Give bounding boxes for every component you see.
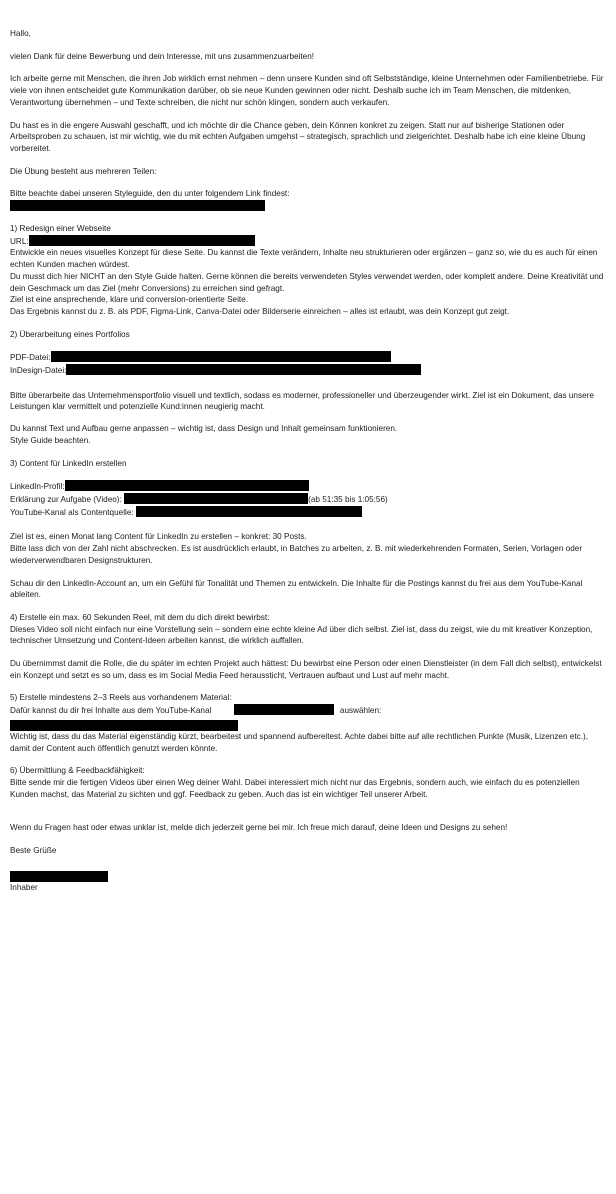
task1-heading: 1) Redesign einer Webseite <box>10 224 111 234</box>
exercise-intro: Die Übung besteht aus mehreren Teilen: <box>10 166 157 176</box>
redacted-styleguide-link <box>10 200 265 211</box>
task3-youtube-label: YouTube-Kanal als Contentquelle: <box>10 507 134 517</box>
task1-goal: Ziel ist eine ansprechende, klare und conversion-orientierte Seite. <box>10 295 249 305</box>
task2-indesign-label: InDesign-Datei: <box>10 366 67 376</box>
task1-style-free: Du musst dich hier NICHT an den Style Guide halten. Gerne können die bereits verwendeten Styles verwendet werden, oder komplett andere. Deine Kreativität und dein Geschmack um das Ziel (mehr Conversions) zu erreichen sind gefragt. <box>10 271 604 293</box>
redacted-pdf-link <box>51 351 391 362</box>
redacted-channel-name <box>234 704 334 715</box>
redacted-channel-link <box>10 720 238 731</box>
task1-url-line <box>10 235 608 248</box>
task5-body: Wichtig ist, dass du das Material eigenständig kürzt, bearbeitest und spannend aufbereitest. Achte dabei bitte auf alle rechtlichen Punkte (Musik, Lizenzen etc.), damit der Content auch öffentlich genutzt werden könnte. <box>10 731 589 753</box>
task5-source-after: auswählen: <box>339 706 382 716</box>
task1-url-label: URL: <box>10 236 29 246</box>
task3-goal: Ziel ist es, einen Monat lang Content für LinkedIn zu erstellen – konkret: 30 Posts. <box>10 532 307 542</box>
email-body <box>10 28 608 893</box>
task3-profile-line <box>10 480 608 493</box>
shortlist-paragraph: Du hast es in die engere Auswahl geschafft, und ich möchte dir die Chance geben, dein Können konkret zu zeigen. Statt nur auf bisherige Stationen oder Arbeitsproben zu schauen, ist mir wichtig, wie du mit echten Aufgaben umgehst – strategisch, sprachlich und zielgerichtet. Deshalb habe ich eine kleine Übung vorbereitet. <box>10 120 586 153</box>
task1-body: Entwickle ein neues visuelles Konzept für diese Seite. Du kannst die Texte verändern, Inhalte neu strukturieren oder ergänzen – ganz so, wie du es auch für einen echten Kunden machen würdest. <box>10 248 598 270</box>
signature-role: Inhaber <box>10 882 38 892</box>
regards: Beste Grüße <box>10 846 57 856</box>
task5-heading: 5) Erstelle mindestens 2–3 Reels aus vorhandenem Material: <box>10 693 232 703</box>
task2-heading: 2) Überarbeitung eines Portfolios <box>10 329 130 339</box>
task3-video-line <box>10 493 608 506</box>
task6-body: Bitte sende mir die fertigen Videos über einen Weg deiner Wahl. Dabei interessiert mich nicht nur das Ergebnis, sondern auch, wie einfach du es potenziellen Kunden machst, das Material zu sichten und ggf. Feedback zu geben. Auch das ist ein wichtiger Teil unserer Arbeit. <box>10 777 580 799</box>
task3-heading: 3) Content für LinkedIn erstellen <box>10 458 127 468</box>
task3-profile-label: LinkedIn-Profil: <box>10 482 65 492</box>
redacted-url <box>29 235 255 246</box>
task5-source-line <box>10 704 608 717</box>
task3-video-range: (ab 51:35 bis 1:05:56) <box>308 494 388 504</box>
task3-video-label: Erklärung zur Aufgabe (Video): <box>10 494 122 504</box>
task3-tonality: Schau dir den LinkedIn-Account an, um ein Gefühl für Tonalität und Themen zu entwickeln. Die Inhalte für die Postings kannst du frei aus dem YouTube-Kanal ableiten. <box>10 578 583 600</box>
redacted-linkedin-link <box>65 480 309 491</box>
task3-youtube-line <box>10 506 608 519</box>
redacted-youtube-link <box>136 506 362 517</box>
task2-adjust: Du kannst Text und Aufbau gerne anpassen – wichtig ist, dass Design und Inhalt gemeinsam funktionieren. <box>10 424 398 434</box>
about-paragraph: Ich arbeite gerne mit Menschen, die ihren Job wirklich ernst nehmen – denn unsere Kunden sind oft Selbstständige, kleine Unternehmen oder Familienbetriebe. Für viele von ihnen entscheidet gute Kommunikation darüber, ob sie neue Kunden gewinnen oder nicht. Deshalb suche ich im Team Menschen, die mitdenken, Verantwortung übernehmen – und Texte schreiben, die nicht nur schön klingen, sondern auch verkaufen. <box>10 74 604 107</box>
redacted-signature-name <box>10 871 108 882</box>
task2-pdf-label: PDF-Datei: <box>10 353 51 363</box>
redacted-indesign-link <box>66 364 421 375</box>
task2-style-guide: Style Guide beachten. <box>10 435 91 445</box>
task4-body: Dieses Video soll nicht einfach nur eine Vorstellung sein – sondern eine echte kleine Ad über dich selbst. Ziel ist, dass du zeigst, wie du mit kreativer Konzeption, technischer Umsetzung und Content-Ideen arbeiten kannst, die wirklich auffallen. <box>10 624 593 646</box>
task2-pdf-line <box>10 351 608 364</box>
task1-result: Das Ergebnis kannst du z. B. als PDF, Figma-Link, Canva-Datei oder Bilderserie einreichen – alles ist erlaubt, was dein Konzept gut zeigt. <box>10 306 510 316</box>
task3-batches: Bitte lass dich von der Zahl nicht abschrecken. Es ist ausdrücklich erlaubt, in Batches zu arbeiten, z. B. mit wiederkehrenden Formaten, Serien, Vorlagen oder wiederverwendbaren Designstrukturen. <box>10 544 583 565</box>
task5-source-before: Dafür kannst du dir frei Inhalte aus dem YouTube-Kanal <box>10 706 212 716</box>
closing-paragraph: Wenn du Fragen hast oder etwas unklar ist, melde dich jederzeit gerne bei mir. Ich freue mich darauf, deine Ideen und Designs zu sehen! <box>10 823 508 833</box>
task2-body: Bitte überarbeite das Unternehmensportfolio visuell und textlich, sodass es moderner, professioneller und überzeugender wirkt. Ziel ist ein Dokument, das unsere Leistungen klar vermittelt und potenzielle Kund:innen neugierig macht. <box>10 390 594 412</box>
task4-heading: 4) Erstelle ein max. 60 Sekunden Reel, mit dem du dich direkt bewirbst: <box>10 612 270 622</box>
styleguide-note: Bitte beachte dabei unseren Styleguide, den du unter folgendem Link findest: <box>10 189 290 199</box>
task4-role: Du übernimmst damit die Rolle, die du später im echten Projekt auch hättest: Du bewirbst eine Person oder einen Dienstleister (in dem Fall dich selbst), entwickelst ein Konzept und setzt es so um, dass es im Social Media Feed heraussticht, Vertrauen aufbaut und Lust auf mehr macht. <box>10 659 602 680</box>
greeting: Hallo, <box>10 29 31 38</box>
intro-paragraph: vielen Dank für deine Bewerbung und dein Interesse, mit uns zusammenzuarbeiten! <box>10 51 315 61</box>
task6-heading: 6) Übermittlung & Feedbackfähigkeit: <box>10 766 145 776</box>
task2-indesign-line <box>10 364 608 377</box>
redacted-video-link <box>124 493 308 504</box>
